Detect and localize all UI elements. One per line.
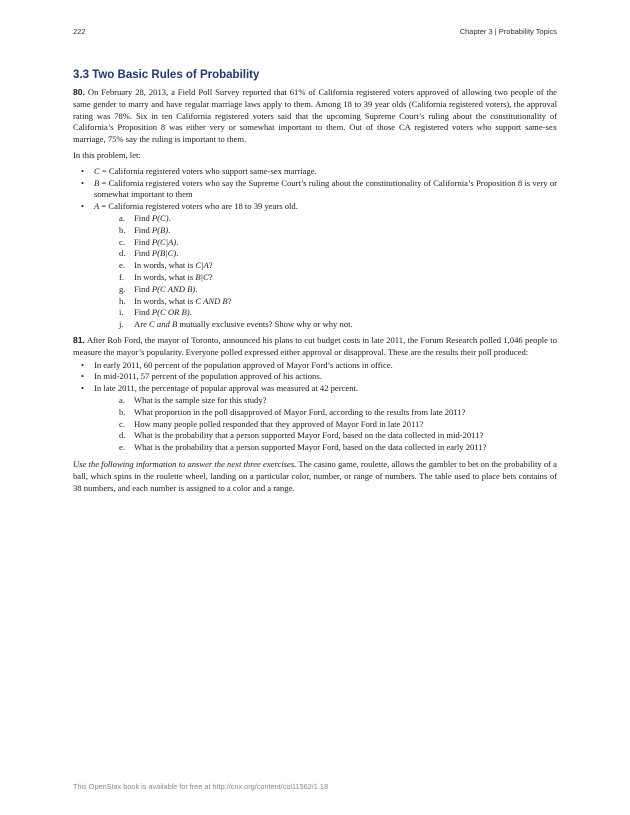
exercise-number: 81. — [73, 334, 85, 345]
question-item — [94, 213, 557, 225]
poll-result-text: In late 2011, the percentage of popular approval was measured at 42 percent. — [94, 383, 359, 394]
question-item — [94, 419, 557, 431]
question-text: . — [168, 224, 171, 235]
question-item — [94, 442, 557, 454]
question-expression: P(C|A) — [151, 236, 177, 247]
definition-item — [73, 201, 557, 331]
question-expression: B|C — [195, 271, 209, 282]
exercise-number: 80. — [73, 87, 85, 97]
question-text: . — [168, 212, 171, 223]
question-expression: P(B|C) — [151, 248, 177, 259]
question-expression: P(C) — [151, 212, 169, 223]
question-text: In words, what is — [134, 260, 196, 271]
question-item — [94, 307, 557, 319]
question-letter: j. — [119, 319, 124, 330]
question-text: . — [189, 307, 192, 318]
question-letter: c. — [119, 418, 125, 429]
question-item — [94, 225, 557, 237]
question-letter: b. — [119, 224, 126, 235]
question-letter: d. — [119, 430, 126, 441]
question-item — [94, 296, 557, 308]
definition-list — [73, 166, 557, 331]
question-text: Find — [134, 307, 152, 318]
question-letter: a. — [119, 212, 125, 223]
question-item — [94, 272, 557, 284]
question-letter: i. — [119, 307, 124, 318]
question-letter: e. — [119, 260, 125, 271]
question-text: ? — [227, 295, 232, 306]
question-expression: P(C OR B) — [151, 307, 190, 318]
question-letter: b. — [119, 406, 126, 417]
question-text: . — [195, 283, 198, 294]
question-text: . — [176, 236, 179, 247]
question-text: ? — [208, 271, 213, 282]
variable: A — [94, 201, 100, 212]
question-text: mutually exclusive events? Show why or why not. — [177, 319, 353, 330]
question-expression: C|A — [195, 260, 209, 271]
question-item — [94, 319, 557, 331]
question-expression: C AND B — [195, 295, 228, 306]
question-text: In words, what is — [134, 271, 196, 282]
definition-text: = California registered voters who say the Supreme Court’s ruling about the constitutionality of California’s Proposition 8 is very or somewhat important to them — [94, 177, 557, 200]
question-text: What is the probability that a person supported Mayor Ford, based on the data collected in early 2011? — [134, 442, 487, 453]
question-item — [94, 284, 557, 296]
question-text: Find — [134, 248, 152, 259]
footer-note: This OpenStax book is available for free at http://cnx.org/content/col11562/1.18 — [73, 782, 329, 791]
question-letter: h. — [119, 295, 126, 306]
question-text: . — [176, 248, 179, 259]
question-letter: c. — [119, 236, 125, 247]
question-item — [94, 407, 557, 419]
definition-text: = California registered voters who support same-sex marriage. — [99, 165, 317, 176]
poll-result-item — [73, 383, 557, 454]
question-text: In words, what is — [134, 295, 196, 306]
definition-item — [73, 166, 557, 178]
question-text: Find — [134, 224, 152, 235]
exercise-body: On February 28, 2013, a Field Poll Survey reported that 61% of California registered voters approved of allowing two people of the same gender to marry and have regular marriage laws apply to them. Among 18 to 39 year olds (California registered voters), the approval rating was 78%. Six in ten California registered voters said that the upcoming Supreme Court’s ruling about the constitutionality of California’s Proposition 8 was either very or somewhat important to them. Out of those CA registered voters who support same-sex marriage, 75% say the ruling is important to them. — [73, 87, 557, 145]
definition-item — [73, 178, 557, 202]
question-expression: P(B) — [151, 224, 169, 235]
question-text: What proportion in the poll disapproved of Mayor Ford, according to the results from late 2011? — [134, 406, 466, 417]
instruction-text: The casino game, roulette, allows the gambler to bet on the probability of a ball, which spins in the roulette wheel, landing on a particular color, number, or range of numbers. The table used to place bets contains of 38 numbers, and each number is assigned to a color and a range. — [73, 458, 557, 493]
question-item — [94, 237, 557, 249]
question-text: Find — [134, 212, 152, 223]
variable: C — [94, 165, 100, 176]
question-item — [94, 395, 557, 407]
exercise-body: After Rob Ford, the mayor of Toronto, announced his plans to cut budget costs in late 2011, the Forum Research polled 1,046 people to measure the mayor’s popularity. Everyone polled expressed either approval or disapproval. These are the results their poll produced: — [73, 334, 557, 357]
poll-result-item: • In early 2011, 60 percent of the population approved of Mayor Ford’s actions in office. — [73, 360, 557, 372]
question-expression: P(C AND B) — [151, 283, 196, 294]
question-text: Find — [134, 283, 152, 294]
page-number: 222 — [73, 27, 86, 36]
poll-results-list — [73, 360, 557, 454]
section-title: 3.3 Two Basic Rules of Probability — [73, 69, 260, 81]
exercise-80-text — [73, 87, 557, 146]
question-letter: d. — [119, 248, 126, 259]
question-text: What is the sample size for this study? — [134, 394, 267, 405]
poll-result-item: • In mid-2011, 57 percent of the population approved of his actions. — [73, 371, 557, 383]
question-expression: C and B — [149, 319, 178, 330]
page-content — [73, 87, 557, 498]
chapter-header: Chapter 3 | Probability Topics — [459, 27, 557, 36]
definition-text: = California registered voters who are 18 to 39 years old. — [99, 201, 298, 212]
question-letter: f. — [119, 271, 125, 282]
question-text: Find — [134, 236, 152, 247]
exercise-81-text — [73, 335, 557, 359]
question-list — [94, 395, 557, 454]
exercise-80-intro: In this problem, let: — [73, 149, 141, 160]
question-text: ? — [208, 260, 213, 271]
question-text: How many people polled responded that they approved of Mayor Ford in late 2011? — [134, 418, 424, 429]
question-text: Are — [134, 319, 150, 330]
question-letter: e. — [119, 442, 125, 453]
roulette-intro — [73, 459, 557, 494]
question-list — [94, 213, 557, 331]
question-item — [94, 248, 557, 260]
instruction-lead: Use the following information to answer the next three exercises. — [73, 458, 297, 469]
question-text: What is the probability that a person supported Mayor Ford, based on the data collected in mid-2011? — [134, 430, 484, 441]
question-letter: a. — [119, 394, 125, 405]
question-item — [94, 430, 557, 442]
question-letter: g. — [119, 283, 126, 294]
question-item — [94, 260, 557, 272]
variable: B — [94, 177, 100, 188]
